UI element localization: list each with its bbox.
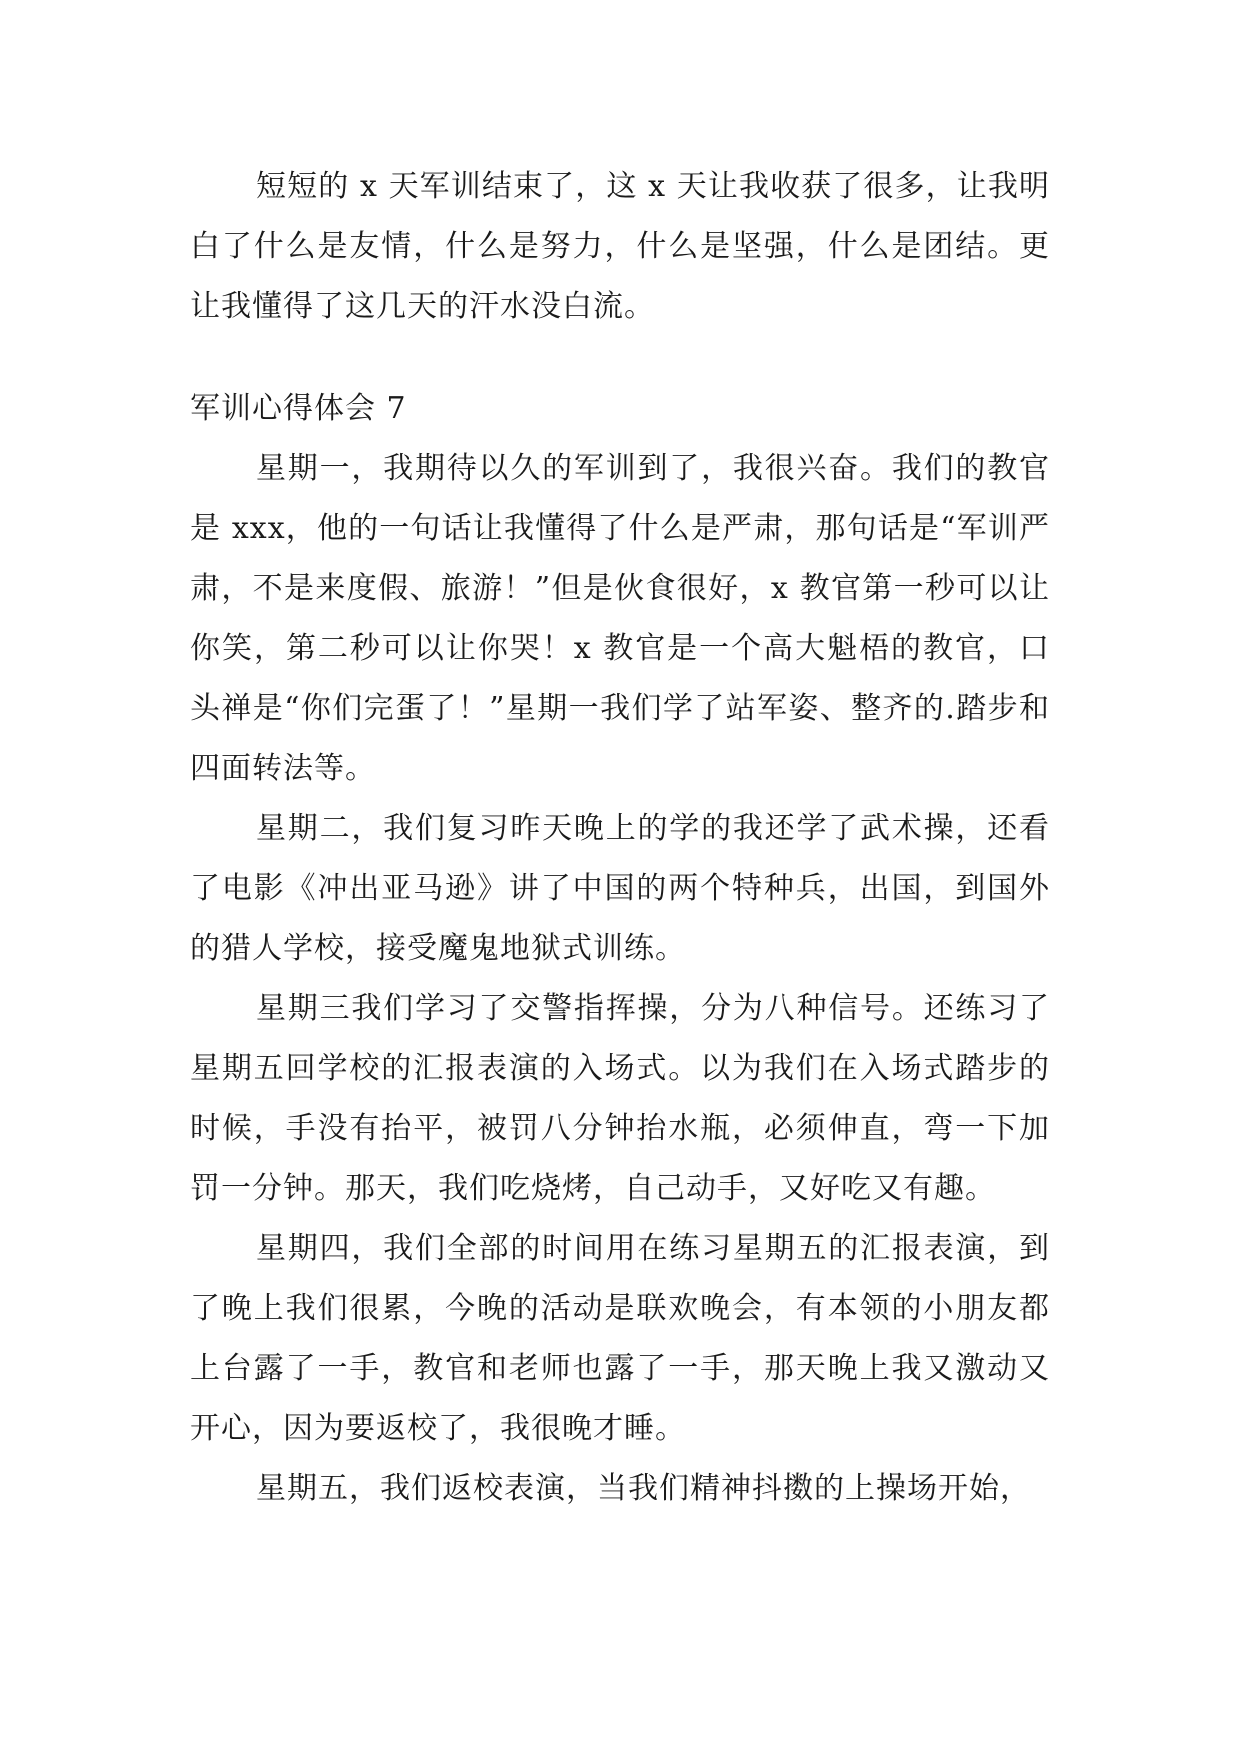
intro-paragraph: 短短的 x 天军训结束了，这 x 天让我收获了很多，让我明白了什么是友情，什么是努力，什么是坚强，什么是团结。更让我懂得了这几天的汗水没白流。 [190,169,1050,324]
paragraph-wednesday: 星期三我们学习了交警指挥操，分为八种信号。还练习了星期五回学校的汇报表演的入场式。以为我们在入场式踏步的时候，手没有抬平，被罚八分钟抬水瓶，必须伸直，弯一下加罚一分钟。那天，我们吃烧烤，自己动手，又好吃又有趣。 [190,991,1050,1206]
section-heading: 军训心得体会 7 [190,391,407,426]
paragraph-monday: 星期一，我期待以久的军训到了，我很兴奋。我们的教官是 xxx，他的一句话让我懂得了什么是严肃，那句话是“军训严肃，不是来度假、旅游！”但是伙食很好，x 教官第一秒可以让你笑，第二秒可以让你哭！x 教官是一个高大魁梧的教官，口头禅是“你们完蛋了！”星期一我们学了站军姿、整齐的.踏步和四面转法等。 [190,451,1050,786]
paragraph-thursday: 星期四，我们全部的时间用在练习星期五的汇报表演，到了晚上我们很累，今晚的活动是联欢晚会，有本领的小朋友都上台露了一手，教官和老师也露了一手，那天晚上我又激动又开心，因为要返校了，我很晚才睡。 [190,1231,1050,1446]
paragraph-friday: 星期五，我们返校表演，当我们精神抖擞的上操场开始， [256,1471,1031,1506]
document-body [190,157,1050,1519]
paragraph-tuesday: 星期二，我们复习昨天晚上的学的我还学了武术操，还看了电影《冲出亚马逊》讲了中国的两个特种兵，出国，到国外的猎人学校，接受魔鬼地狱式训练。 [190,811,1050,966]
